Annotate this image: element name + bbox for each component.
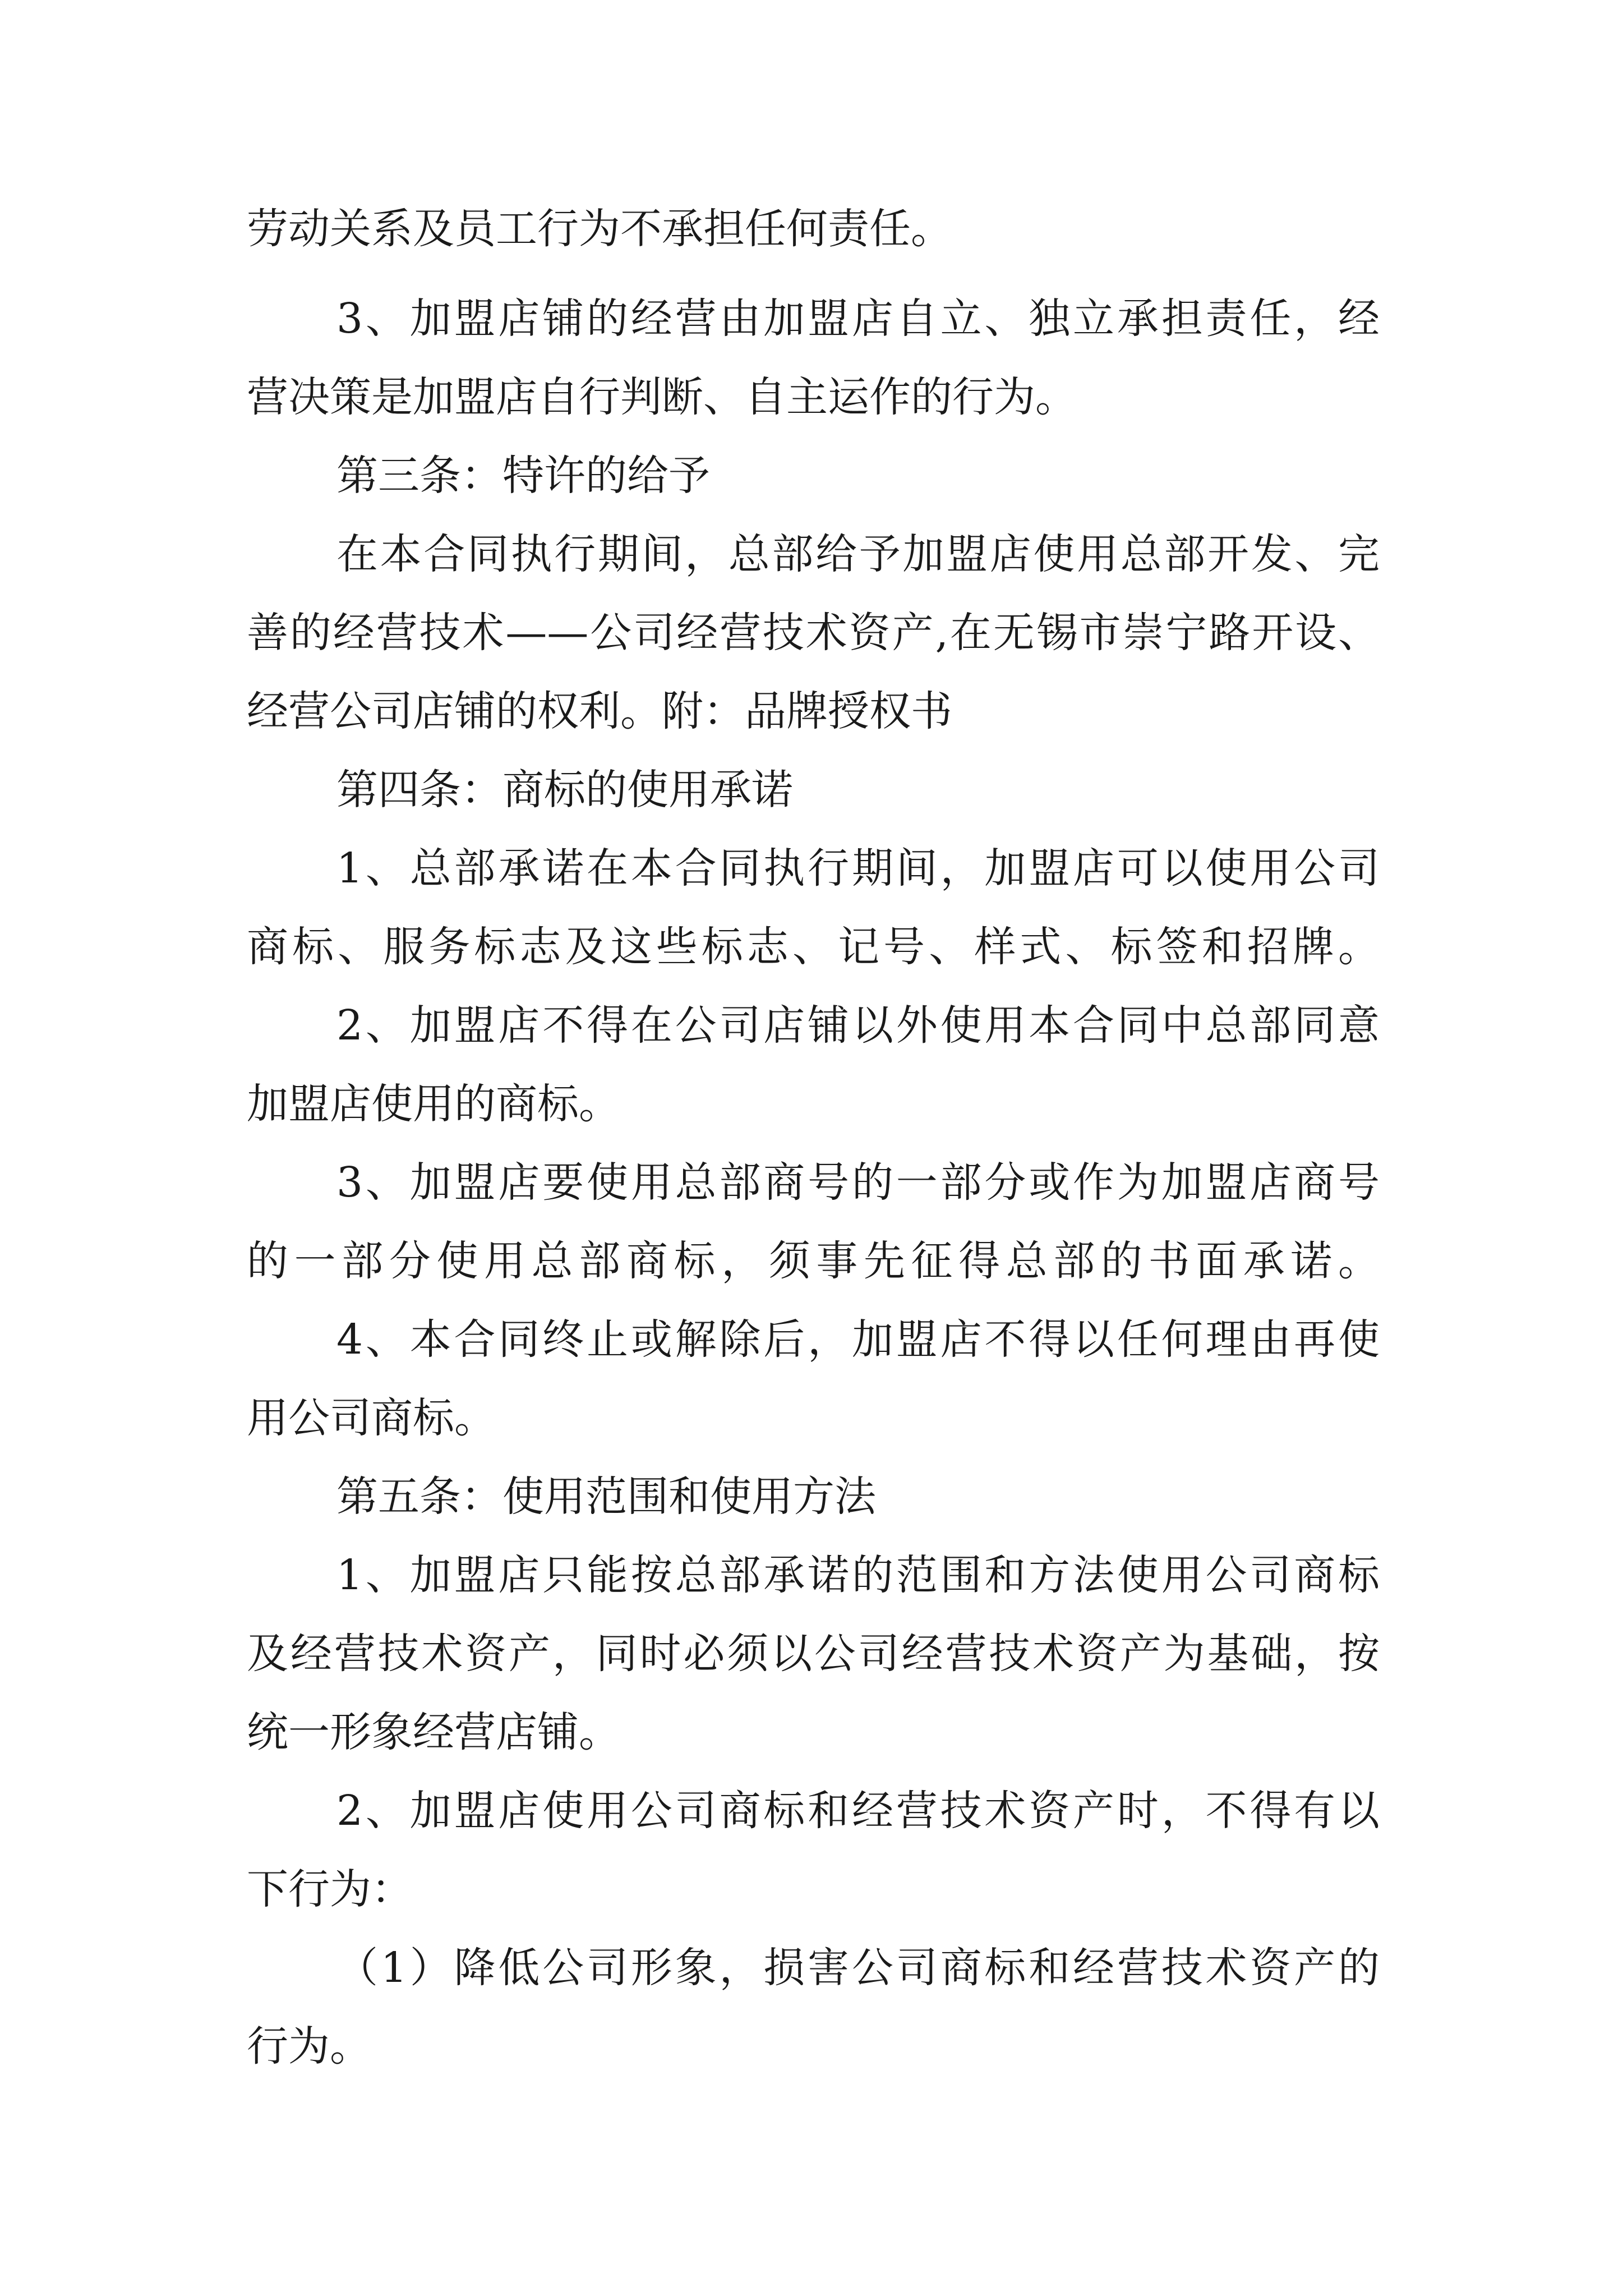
section-heading: 第四条：商标的使用承诺	[336, 766, 793, 814]
text-line: 劳动关系及员工行为不承担任何责任。	[247, 205, 952, 253]
text-line: 3、加盟店要使用总部商号的一部分或作为加盟店商号	[336, 1158, 1380, 1207]
text-line: 用公司商标。	[247, 1394, 496, 1442]
text-line: 加盟店使用的商标。	[247, 1080, 620, 1128]
text-line: 统一形象经营店铺。	[247, 1708, 620, 1756]
text-line: 行为。	[247, 2022, 371, 2070]
text-line: 营决策是加盟店自行判断、自主运作的行为。	[247, 373, 1077, 421]
text-line: （1）降低公司形象，损害公司商标和经营技术资产的	[336, 1944, 1380, 1992]
text-line: 商标、服务标志及这些标志、记号、样式、标签和招牌。	[247, 923, 1380, 971]
text-line: 2、加盟店使用公司商标和经营技术资产时，不得有以	[336, 1787, 1380, 1835]
text-line: 2、加盟店不得在公司店铺以外使用本合同中总部同意	[336, 1001, 1380, 1050]
text-line: 下行为：	[247, 1865, 413, 1913]
text-line: 4、本合同终止或解除后，加盟店不得以任何理由再使	[336, 1315, 1380, 1364]
text-line: 经营公司店铺的权利。附：品牌授权书	[247, 687, 952, 735]
text-line: 1、总部承诺在本合同执行期间，加盟店可以使用公司	[336, 844, 1380, 892]
text-line: 及经营技术资产，同时必须以公司经营技术资产为基础，按	[247, 1630, 1380, 1678]
text-line: 在本合同执行期间，总部给予加盟店使用总部开发、完	[336, 530, 1380, 578]
text-line: 的一部分使用总部商标，须事先征得总部的书面承诺。	[247, 1237, 1380, 1285]
section-heading: 第三条：特许的给予	[336, 452, 710, 500]
text-line: 1、加盟店只能按总部承诺的范围和方法使用公司商标	[336, 1551, 1380, 1599]
text-line: 善的经营技术——公司经营技术资产,在无锡市崇宁路开设、	[247, 609, 1380, 657]
section-heading: 第五条：使用范围和使用方法	[336, 1473, 876, 1521]
text-line: 3、加盟店铺的经营由加盟店自立、独立承担责任，经	[336, 295, 1380, 343]
